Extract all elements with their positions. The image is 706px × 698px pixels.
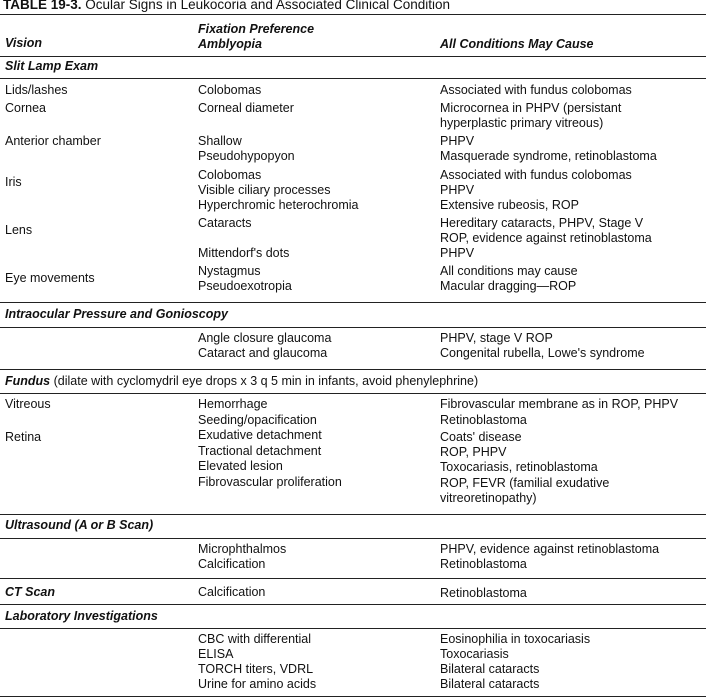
divider (0, 393, 706, 394)
fundus-note: (dilate with cyclomydril eye drops x 3 q 5 min in infants, avoid phenylephrine) (50, 374, 479, 388)
divider (0, 538, 706, 539)
divider (0, 578, 706, 579)
cell-sign: Angle closure glaucoma (198, 331, 332, 345)
cell-condition-cont: ROP, evidence against retinoblastoma (440, 231, 652, 245)
cell-condition: PHPV (440, 183, 475, 197)
cell-sign: Cataract and glaucoma (198, 346, 328, 360)
col-header-amblyopia: Amblyopia (198, 37, 262, 51)
divider (0, 604, 706, 605)
cell-sign: Colobomas (198, 83, 262, 97)
cell-condition: Macular dragging—ROP (440, 279, 577, 293)
cell-condition: Coats' disease (440, 430, 522, 444)
cell-sign: Calcification (198, 557, 266, 571)
cell-condition: Bilateral cataracts (440, 677, 540, 691)
section-header-fundus (5, 374, 478, 389)
cell-condition: Retinoblastoma (440, 413, 527, 427)
cell-condition: Associated with fundus colobomas (440, 168, 632, 182)
cell-condition: PHPV (440, 246, 475, 260)
cell-sign: Hyperchromic heterochromia (198, 198, 359, 212)
cell-vision: Cornea (5, 101, 46, 115)
table-label: TABLE 19-3. (3, 0, 82, 12)
cell-sign: Urine for amino acids (198, 677, 317, 691)
section-header-lab: Laboratory Investigations (5, 609, 158, 623)
cell-vision: Lids/lashes (5, 83, 68, 97)
divider (0, 327, 706, 328)
cell-sign: Hemorrhage (198, 397, 268, 411)
cell-vision: Anterior chamber (5, 134, 101, 148)
cell-sign: Elevated lesion (198, 459, 283, 473)
cell-sign: Microphthalmos (198, 542, 287, 556)
cell-condition: Toxocariasis, retinoblastoma (440, 460, 598, 474)
fundus-title: Fundus (5, 374, 51, 388)
section-header-ct: CT Scan (5, 585, 56, 599)
cell-condition: Microcornea in PHPV (persistant (440, 101, 622, 115)
cell-condition: PHPV, stage V ROP (440, 331, 553, 345)
cell-sign: Shallow (198, 134, 242, 148)
cell-sign: Tractional detachment (198, 444, 322, 458)
cell-condition-cont: hyperplastic primary vitreous) (440, 116, 604, 130)
cell-sign: Colobomas (198, 168, 262, 182)
cell-sign: Seeding/opacification (198, 413, 317, 427)
divider (0, 78, 706, 79)
cell-vision: Retina (5, 430, 42, 444)
cell-vision: Eye movements (5, 271, 95, 285)
cell-condition: Eosinophilia in toxocariasis (440, 632, 591, 646)
col-header-conditions: All Conditions May Cause (440, 37, 594, 51)
cell-sign: ELISA (198, 647, 234, 661)
cell-condition: Associated with fundus colobomas (440, 83, 632, 97)
cell-sign: TORCH titers, VDRL (198, 662, 314, 676)
cell-condition: Retinoblastoma (440, 586, 527, 600)
cell-condition: Toxocariasis (440, 647, 509, 661)
cell-vision: Iris (5, 175, 22, 189)
cell-condition: Bilateral cataracts (440, 662, 540, 676)
cell-sign: Calcification (198, 585, 266, 599)
cell-condition: Hereditary cataracts, PHPV, Stage V (440, 216, 644, 230)
cell-condition: Retinoblastoma (440, 557, 527, 571)
cell-condition: ROP, FEVR (familial exudative (440, 476, 610, 490)
cell-sign: Pseudoexotropia (198, 279, 292, 293)
divider (0, 514, 706, 515)
cell-condition: PHPV, evidence against retinoblastoma (440, 542, 660, 556)
cell-condition: All conditions may cause (440, 264, 578, 278)
cell-condition: Extensive rubeosis, ROP (440, 198, 579, 212)
cell-sign: Nystagmus (198, 264, 261, 278)
cell-sign: Corneal diameter (198, 101, 294, 115)
cell-condition: Fibrovascular membrane as in ROP, PHPV (440, 397, 679, 411)
cell-condition-cont: vitreoretinopathy) (440, 491, 537, 505)
cell-sign: CBC with differential (198, 632, 312, 646)
cell-vision: Vitreous (5, 397, 51, 411)
cell-sign: Cataracts (198, 216, 252, 230)
title-rule (0, 14, 706, 15)
cell-condition: PHPV (440, 134, 475, 148)
col-header-vision: Vision (5, 36, 43, 50)
cell-sign: Exudative detachment (198, 428, 322, 442)
section-header-iop: Intraocular Pressure and Gonioscopy (5, 307, 228, 321)
bottom-rule (0, 696, 706, 697)
divider (0, 56, 706, 57)
table-title (3, 0, 450, 12)
col-header-fixation: Fixation Preference (198, 22, 315, 36)
cell-sign: Visible ciliary processes (198, 183, 331, 197)
cell-condition: Masquerade syndrome, retinoblastoma (440, 149, 657, 163)
section-header-ultrasound: Ultrasound (A or B Scan) (5, 518, 154, 532)
cell-sign: Pseudohypopyon (198, 149, 295, 163)
divider (0, 369, 706, 370)
cell-condition: ROP, PHPV (440, 445, 507, 459)
section-header-slit-lamp: Slit Lamp Exam (5, 59, 99, 73)
cell-sign: Fibrovascular proliferation (198, 475, 342, 489)
divider (0, 628, 706, 629)
divider (0, 302, 706, 303)
cell-condition: Congenital rubella, Lowe's syndrome (440, 346, 645, 360)
table-caption: Ocular Signs in Leukocoria and Associated Clinical Condition (85, 0, 450, 12)
cell-vision: Lens (5, 223, 33, 237)
cell-sign: Mittendorf's dots (198, 246, 290, 260)
